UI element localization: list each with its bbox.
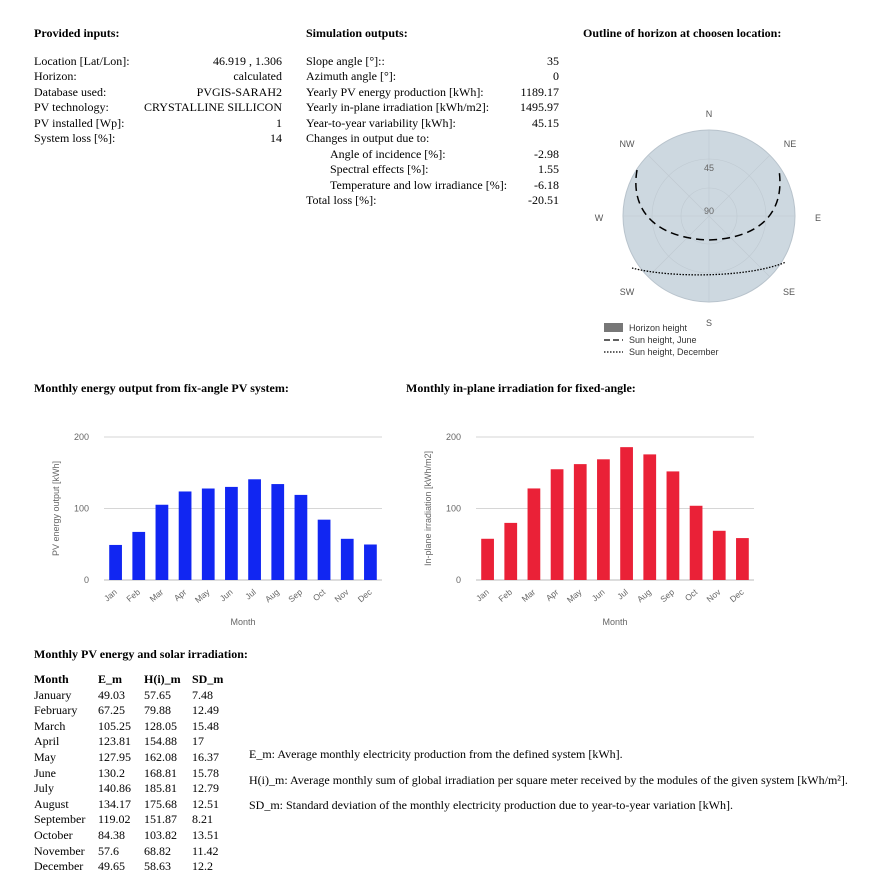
table-cell: 49.65: [98, 859, 125, 874]
table-row: [34, 766, 232, 782]
table-cell: 16.37: [192, 749, 219, 764]
column-header: E_m: [98, 672, 122, 686]
bar: [736, 538, 749, 580]
note-h-m: H(i)_m: Average monthly sum of global irradiation per square meter received by the modules of the given system [kWh/m²].: [249, 773, 848, 787]
x-tick-label: Aug: [263, 586, 282, 605]
bar: [225, 487, 238, 580]
bar: [713, 531, 726, 580]
column-header: SD_m: [192, 672, 224, 686]
table-row: [34, 719, 232, 735]
output-value: 45.15: [532, 116, 559, 130]
x-tick-label: Feb: [124, 586, 143, 604]
x-tick-label: May: [192, 586, 212, 605]
y-tick-label: 0: [455, 575, 461, 585]
x-axis-label: Month: [602, 617, 628, 627]
table-cell: August: [34, 796, 69, 811]
x-tick-label: Jul: [243, 586, 258, 602]
bar: [295, 495, 308, 580]
output-value: 1.55: [538, 162, 559, 176]
x-tick-label: Sep: [658, 586, 677, 605]
input-label: PV technology:: [34, 100, 109, 114]
column-header: Month: [34, 672, 69, 686]
ring-45-label: 45: [703, 163, 715, 173]
horizon-title: Outline of horizon at choosen location:: [583, 26, 782, 40]
input-label: Horizon:: [34, 69, 77, 83]
output-label: Azimuth angle [°]:: [306, 69, 397, 83]
horizon-polar-chart: [580, 100, 840, 365]
table-row: [34, 859, 232, 875]
bar: [574, 464, 587, 580]
x-tick-label: Jun: [589, 586, 607, 604]
input-value: calculated: [233, 69, 282, 83]
legend-horizon-label: Horizon height: [629, 323, 688, 333]
output-value: 1495.97: [520, 100, 559, 114]
bar: [504, 523, 517, 580]
input-value: PVGIS-SARAH2: [196, 85, 282, 99]
bar: [364, 545, 377, 580]
input-label: Database used:: [34, 85, 107, 99]
table-cell: November: [34, 843, 85, 858]
table-cell: 67.25: [98, 703, 125, 718]
bar: [481, 539, 494, 580]
output-label: Slope angle [°]::: [306, 54, 385, 68]
x-tick-label: May: [564, 586, 584, 605]
x-tick-label: Jun: [217, 586, 235, 604]
y-tick-label: 100: [73, 503, 89, 514]
table-row: [34, 812, 232, 828]
table-cell: 13.51: [192, 827, 219, 842]
x-tick-label: Sep: [286, 586, 305, 605]
bar: [643, 454, 656, 580]
compass-n-label: N: [705, 109, 713, 119]
input-value: 1: [276, 116, 282, 130]
output-label: Total loss [%]:: [306, 193, 377, 207]
monthly-table: [34, 672, 232, 875]
table-cell: 185.81: [144, 781, 177, 796]
table-cell: 84.38: [98, 827, 125, 842]
input-value: 14: [270, 131, 282, 145]
outputs-title: Simulation outputs:: [306, 26, 408, 40]
table-cell: 49.03: [98, 687, 125, 702]
x-tick-label: Mar: [519, 586, 538, 604]
x-tick-label: Oct: [682, 586, 700, 604]
y-tick-label: 100: [445, 503, 461, 514]
output-label: Angle of incidence [%]:: [330, 147, 446, 161]
bar: [156, 505, 169, 580]
table-row: [34, 734, 232, 750]
bar: [248, 479, 261, 580]
table-cell: 168.81: [144, 765, 177, 780]
compass-nw-label: NW: [619, 139, 635, 149]
table-cell: 12.79: [192, 781, 219, 796]
table-cell: February: [34, 703, 78, 718]
energy-chart-title: Monthly energy output from fix-angle PV system:: [34, 381, 289, 395]
table-cell: 68.82: [144, 843, 171, 858]
output-label: Changes in output due to:: [306, 131, 430, 145]
table-cell: 128.05: [144, 718, 177, 733]
output-value: 1189.17: [520, 85, 559, 99]
table-row: [34, 688, 232, 704]
table-cell: 134.17: [98, 796, 131, 811]
compass-w-label: W: [594, 213, 604, 223]
irradiation-chart-title: Monthly in-plane irradiation for fixed-angle:: [406, 381, 636, 395]
table-cell: 11.42: [192, 843, 219, 858]
irradiation-bar-chart: [406, 420, 766, 635]
inputs-title: Provided inputs:: [34, 26, 120, 40]
x-tick-label: Jan: [473, 586, 491, 604]
table-header-row: [34, 672, 232, 688]
bar: [271, 484, 284, 580]
table-cell: 7.48: [192, 687, 213, 702]
bar: [551, 469, 564, 580]
bar: [341, 539, 354, 580]
bar: [202, 489, 215, 580]
table-cell: 175.68: [144, 796, 177, 811]
output-value: -20.51: [528, 193, 559, 207]
x-tick-label: Feb: [496, 586, 515, 604]
table-cell: 12.51: [192, 796, 219, 811]
y-axis-label: In-plane irradiation [kWh/m2]: [423, 450, 433, 567]
x-tick-label: Aug: [635, 586, 654, 605]
bar: [179, 491, 192, 580]
bar: [667, 471, 680, 580]
output-label: Yearly in-plane irradiation [kWh/m2]:: [306, 100, 490, 114]
energy-output-bar-chart: [34, 420, 394, 635]
table-cell: 154.88: [144, 734, 177, 749]
y-axis-label: PV energy output [kWh]: [51, 460, 61, 557]
output-label: Year-to-year variability [kWh]:: [306, 116, 456, 130]
table-cell: 57.6: [98, 843, 119, 858]
y-tick-label: 0: [83, 575, 89, 585]
table-row: [34, 844, 232, 860]
input-label: System loss [%]:: [34, 131, 116, 145]
table-cell: 12.2: [192, 859, 213, 874]
bar: [528, 488, 541, 580]
table-cell: 12.49: [192, 703, 219, 718]
compass-e-label: E: [814, 213, 822, 223]
table-cell: December: [34, 859, 84, 874]
legend-june-label: Sun height, June: [629, 335, 697, 345]
x-tick-label: Oct: [310, 586, 328, 604]
table-cell: 17: [192, 734, 204, 749]
table-cell: January: [34, 687, 72, 702]
table-row: [34, 781, 232, 797]
x-tick-label: Nov: [704, 586, 723, 605]
table-cell: 151.87: [144, 812, 177, 827]
y-tick-label: 200: [445, 432, 461, 442]
x-axis-label: Month: [230, 617, 256, 627]
table-cell: 8.21: [192, 812, 213, 827]
output-value: 35: [547, 54, 559, 68]
x-tick-label: Mar: [147, 586, 166, 604]
table-row: [34, 703, 232, 719]
output-label: Yearly PV energy production [kWh]:: [306, 85, 484, 99]
x-tick-label: Apr: [171, 586, 189, 604]
output-value: -2.98: [534, 147, 559, 161]
table-row: [34, 828, 232, 844]
table-cell: March: [34, 718, 66, 733]
output-label: Spectral effects [%]:: [330, 162, 429, 176]
table-row: [34, 797, 232, 813]
x-tick-label: Apr: [543, 586, 561, 604]
bar: [620, 447, 633, 580]
column-header: H(i)_m: [144, 672, 181, 686]
compass-ne-label: NE: [783, 139, 797, 149]
monthly-title: Monthly PV energy and solar irradiation:: [34, 647, 248, 661]
table-cell: 130.2: [98, 765, 125, 780]
output-value: 0: [553, 69, 559, 83]
table-row: [34, 750, 232, 766]
table-cell: 162.08: [144, 749, 177, 764]
table-cell: April: [34, 734, 60, 749]
table-cell: July: [34, 781, 55, 796]
note-sd-m: SD_m: Standard deviation of the monthly electricity production due to year-to-year variation [kWh].: [249, 798, 733, 812]
bar: [132, 532, 145, 580]
table-cell: 119.02: [98, 812, 131, 827]
bar: [109, 545, 122, 580]
table-cell: 15.48: [192, 718, 219, 733]
output-label: Temperature and low irradiance [%]:: [330, 178, 508, 192]
table-cell: 127.95: [98, 749, 131, 764]
table-cell: 140.86: [98, 781, 131, 796]
input-value: 46.919 , 1.306: [213, 54, 282, 68]
compass-sw-label: SW: [619, 287, 635, 297]
legend-horizon-swatch: [604, 323, 623, 332]
table-cell: May: [34, 749, 56, 764]
table-cell: June: [34, 765, 56, 780]
x-tick-label: Jul: [615, 586, 630, 602]
table-cell: 58.63: [144, 859, 171, 874]
bar: [690, 506, 703, 580]
input-label: Location [Lat/Lon]:: [34, 54, 130, 68]
table-cell: 79.88: [144, 703, 171, 718]
table-cell: October: [34, 827, 73, 842]
output-value: -6.18: [534, 178, 559, 192]
compass-se-label: SE: [782, 287, 796, 297]
x-tick-label: Dec: [727, 586, 746, 605]
table-cell: 15.78: [192, 765, 219, 780]
x-tick-label: Jan: [101, 586, 119, 604]
legend-december-label: Sun height, December: [629, 347, 719, 357]
table-cell: 103.82: [144, 827, 177, 842]
bar: [597, 459, 610, 580]
ring-90-label: 90: [703, 206, 715, 216]
input-label: PV installed [Wp]:: [34, 116, 125, 130]
input-value: CRYSTALLINE SILLICON: [143, 100, 282, 114]
table-cell: September: [34, 812, 86, 827]
table-cell: 57.65: [144, 687, 171, 702]
table-cell: 105.25: [98, 718, 131, 733]
x-tick-label: Dec: [355, 586, 374, 605]
note-e-m: E_m: Average monthly electricity production from the defined system [kWh].: [249, 747, 623, 761]
table-cell: 123.81: [98, 734, 131, 749]
x-tick-label: Nov: [332, 586, 351, 605]
bar: [318, 520, 331, 580]
compass-s-label: S: [705, 318, 713, 328]
y-tick-label: 200: [73, 432, 89, 442]
